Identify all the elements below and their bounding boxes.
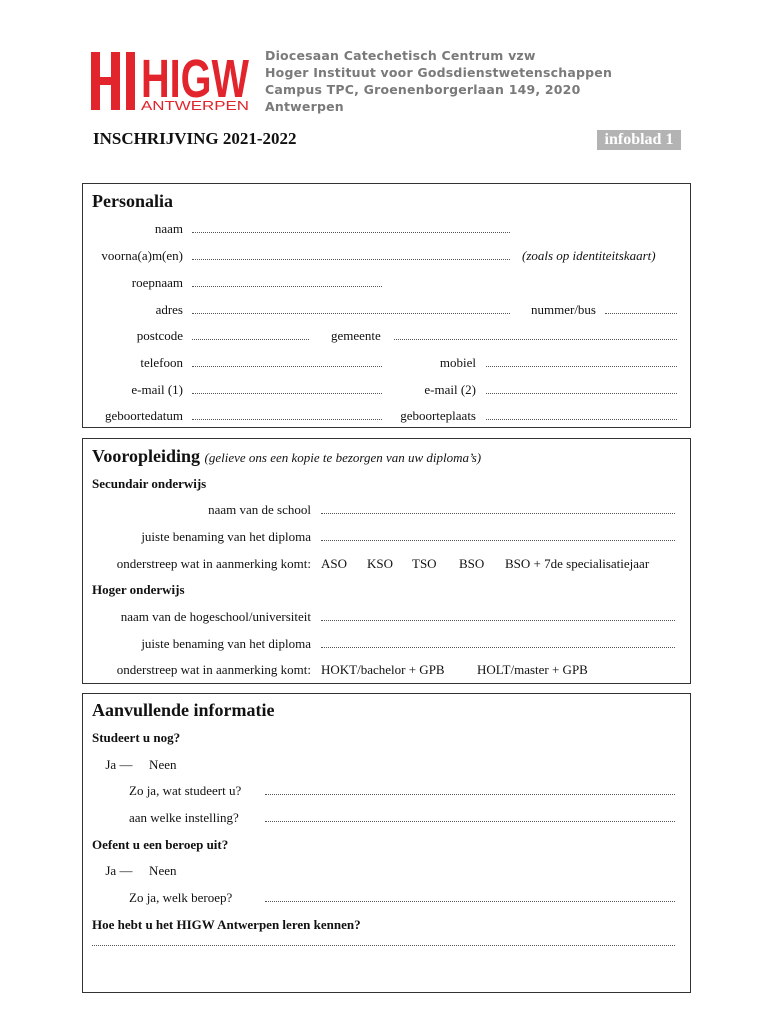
field-email1[interactable] bbox=[192, 393, 382, 394]
label-naam: naam bbox=[154, 221, 183, 236]
label-postcode: postcode bbox=[136, 328, 183, 343]
option-kso[interactable]: KSO bbox=[367, 556, 394, 571]
vooropleiding-subtitle: (gelieve ons een kopie te bezorgen van uw diploma’s) bbox=[204, 450, 482, 465]
field-email2[interactable] bbox=[486, 393, 677, 394]
label-telefoon: telefoon bbox=[140, 355, 183, 370]
field-leren-kennen[interactable] bbox=[92, 945, 675, 946]
vooropleiding-title: Vooropleiding bbox=[92, 446, 201, 466]
logo-text-bottom: ANTWERPEN bbox=[141, 98, 249, 113]
field-gemeente[interactable] bbox=[394, 339, 677, 340]
option-bso[interactable]: BSO bbox=[459, 556, 485, 571]
field-geboortedatum[interactable] bbox=[192, 419, 382, 420]
field-roepnaam[interactable] bbox=[192, 286, 382, 287]
label-wat-studeert: Zo ja, wat studeert u? bbox=[129, 783, 242, 798]
label-welk-beroep: Zo ja, welk beroep? bbox=[129, 890, 233, 905]
beroep-options[interactable]: Ja — Neen bbox=[92, 863, 150, 878]
org-line: Antwerpen bbox=[265, 99, 344, 114]
studeert-options[interactable]: Ja — Neen bbox=[92, 757, 150, 772]
label-mobiel: mobiel bbox=[439, 355, 476, 370]
field-diploma2[interactable] bbox=[321, 647, 675, 648]
label-geboortedatum: geboortedatum bbox=[105, 408, 183, 423]
label-gemeente: gemeente bbox=[331, 328, 381, 343]
field-instelling[interactable] bbox=[265, 821, 675, 822]
field-wat-studeert[interactable] bbox=[265, 794, 675, 795]
label-roepnaam: roepnaam bbox=[131, 275, 183, 290]
field-diploma[interactable] bbox=[321, 540, 675, 541]
field-nummer[interactable] bbox=[605, 313, 677, 314]
label-diploma: juiste benaming van het diploma bbox=[141, 529, 311, 544]
vooropleiding-heading bbox=[92, 446, 481, 467]
field-welk-beroep[interactable] bbox=[265, 901, 675, 902]
hoger-heading: Hoger onderwijs bbox=[92, 582, 185, 597]
option-holt[interactable]: HOLT/master + GPB bbox=[477, 662, 588, 677]
option-tso[interactable]: TSO bbox=[412, 556, 437, 571]
field-hogeschool[interactable] bbox=[321, 620, 675, 621]
label-onderstreep: onderstreep wat in aanmerking komt: bbox=[116, 556, 311, 571]
voornamen-hint: (zoals op identiteitskaart) bbox=[522, 248, 656, 263]
question-studeert: Studeert u nog? bbox=[92, 730, 181, 745]
option-hokt[interactable]: HOKT/bachelor + GPB bbox=[321, 662, 445, 677]
org-line: Campus TPC, Groenenborgerlaan 149, 2020 bbox=[265, 82, 581, 97]
question-leren-kennen: Hoe hebt u het HIGW Antwerpen leren kennen? bbox=[92, 917, 361, 932]
label-adres: adres bbox=[155, 302, 183, 317]
aanvullend-heading: Aanvullende informatie bbox=[92, 700, 275, 720]
label-voornamen: voorna(a)m(en) bbox=[101, 248, 183, 263]
document-title: INSCHRIJVING 2021-2022 bbox=[93, 129, 297, 148]
higw-logo bbox=[91, 50, 251, 114]
infoblad-badge: infoblad 1 bbox=[597, 130, 681, 150]
secundair-heading: Secundair onderwijs bbox=[92, 476, 207, 491]
field-postcode[interactable] bbox=[192, 339, 309, 340]
organisation-address bbox=[265, 47, 612, 115]
label-geboorteplaats: geboorteplaats bbox=[400, 408, 476, 423]
field-naam[interactable] bbox=[192, 232, 510, 233]
label-email2: e-mail (2) bbox=[424, 382, 476, 397]
org-line: Hoger Instituut voor Godsdienstwetenschappen bbox=[265, 65, 613, 80]
field-school[interactable] bbox=[321, 513, 675, 514]
personalia-heading: Personalia bbox=[92, 191, 173, 211]
field-geboorteplaats[interactable] bbox=[486, 419, 677, 420]
label-hogeschool: naam van de hogeschool/universiteit bbox=[120, 609, 311, 624]
logo-text-top: HIGW bbox=[141, 50, 250, 109]
option-aso[interactable]: ASO bbox=[321, 556, 348, 571]
field-voornamen[interactable] bbox=[192, 259, 510, 260]
label-school: naam van de school bbox=[208, 502, 311, 517]
label-onderstreep2: onderstreep wat in aanmerking komt: bbox=[116, 662, 311, 677]
field-adres[interactable] bbox=[192, 313, 510, 314]
field-mobiel[interactable] bbox=[486, 366, 677, 367]
label-instelling: aan welke instelling? bbox=[129, 810, 239, 825]
label-email1: e-mail (1) bbox=[131, 382, 183, 397]
label-nummer: nummer/bus bbox=[531, 302, 596, 317]
question-beroep: Oefent u een beroep uit? bbox=[92, 837, 229, 852]
label-diploma2: juiste benaming van het diploma bbox=[141, 636, 311, 651]
field-telefoon[interactable] bbox=[192, 366, 382, 367]
option-bso-7de[interactable]: BSO + 7de specialisatiejaar bbox=[505, 556, 650, 571]
org-line: Diocesaan Catechetisch Centrum vzw bbox=[265, 48, 536, 63]
